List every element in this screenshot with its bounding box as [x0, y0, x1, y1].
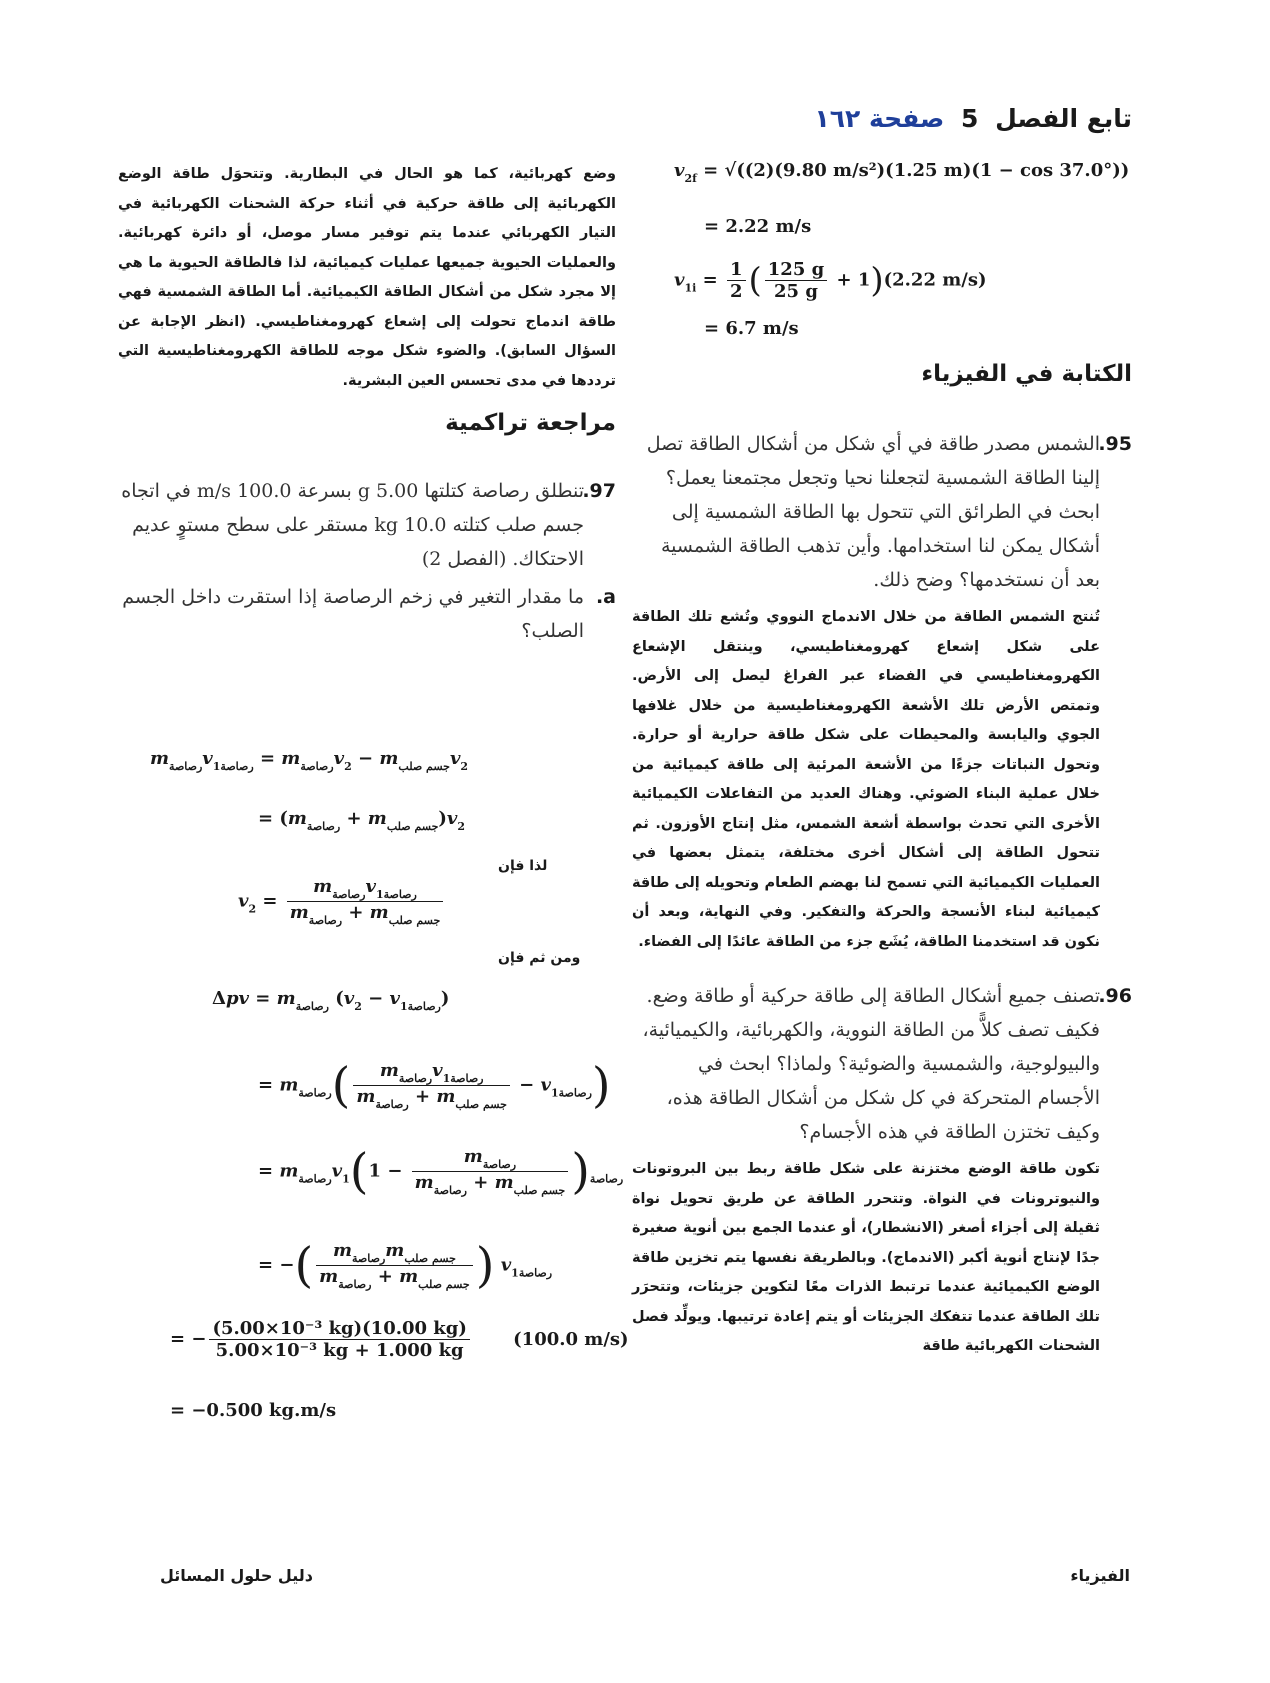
left-column — [118, 160, 616, 648]
label-therefore: لذا فإن — [498, 858, 548, 874]
question-number: 97. — [582, 480, 616, 502]
sub-question-text: ما مقدار التغير في زخم الرصاصة إذا استقرت داخل الجسم الصلب؟ — [122, 586, 584, 642]
equation-delta-p-step4: = −( $\frac{m_{رصاصة}m_{جسم صلب}}{m_{رصاصة} + m_{جسم صلب}}$ ) $v_{1رصاصة}$ — [258, 1237, 553, 1294]
section-title-writing: الكتابة في الفيزياء — [921, 361, 1132, 387]
equation-v1i: $v_{1i}$ = $\frac{1}{2}$ ( $\frac{125 g}{25 g}$ + 1)(2.22 m/s) — [674, 259, 987, 302]
sub-question-a — [118, 580, 616, 648]
equation-final-result: = −0.500 kg.m/s — [170, 1400, 337, 1421]
question-97 — [118, 474, 616, 648]
page-header — [814, 104, 1132, 133]
chapter-number: 5 — [961, 104, 979, 133]
label-hence: ومن ثم فإن — [498, 950, 581, 966]
question-number: 95. — [1098, 433, 1132, 455]
equation-delta-p: $\Delta pv = m_{رصاصة}$ $(v_2 - v_{1رصاصة})$ — [212, 988, 450, 1013]
question-96 — [632, 979, 1132, 1362]
equation-v1i-result: = 6.7 m/s — [704, 318, 799, 339]
equation-delta-p-step3: = $m_{رصاصة}v_{1 رصاصة}$( $\frac{m_{رصاصة}}{m_{رصاصة} + m_{جسم صلب}}$ − 1) — [258, 1143, 624, 1200]
sub-question-letter: a. — [595, 586, 616, 608]
equation-v2f-result: = 2.22 m/s — [704, 216, 812, 237]
page-reference: صفحة ١٦٢ — [814, 104, 945, 133]
question-text: الشمس مصدر طاقة في أي شكل من أشكال الطاقة تصل إلينا الطاقة الشمسية لتجعلنا نحيا وتجعل مجتمعنا يعمل؟ ابحث في الطرائق التي تتحول بها الطاقة الشمسية إلى أشكال يمكن لنا استخدامها. وأين تذهب الطاقة الشمسية بعد أن نستخدمها؟ وضح ذلك. — [646, 433, 1100, 591]
question-text: تنطلق رصاصة كتلتها 5.00 g بسرعة 100.0 m/s في اتجاه جسم صلب كتلته 10.0 kg مستقر على سطح مستوٍ عديم الاحتكاك. (الفصل 2) — [121, 480, 584, 570]
header-title: تابع الفصل — [995, 104, 1132, 133]
equation-v2f: $v_{2f} = √((2)(9.80$ m/s²)(1.25 m)(1 − cos 37.0°)) — [674, 160, 1130, 185]
question-text: تصنف جميع أشكال الطاقة إلى طاقة حركية أو طاقة وضع. فكيف تصف كلاًّ من الطاقة النووية، والكهربائية، والكيميائية، والبيولوجية، والشمسية والضوئية؟ ولماذا؟ ابحث في الأجسام المتحركة في كل شكل من أشكال الطاقة هذه، وكيف تختزن الطاقة في هذه الأجسام؟ — [642, 985, 1100, 1143]
answer-96-continued: وضع كهربائية، كما هو الحال في البطارية. وتتحوَل طاقة الوضع الكهربائية إلى طاقة حركية في أثناء حركة الشحنات الكهربائية في التيار الكهربائي عندما يتم توفير مسار موصل، أو دائرة كهربائية. والعمليات الحيوية جميعها عمليات كيميائية، لذا فالطاقة الحيوية ما هي إلا مجرد شكل من أشكال الطاقة الكيميائية. أما الطاقة الشمسية فهي طاقة اندماج تحولت إلى إشعاع كهرومغناطيسي. (انظر الإجابة عن السؤال السابق). والضوء شكل موجه للطاقة الكهرومغناطيسية التي ترددها في مدى تحسس العين البشرية. — [118, 166, 616, 389]
section-title-review: مراجعة تراكمية — [445, 410, 616, 436]
equation-delta-p-step2: = $m_{رصاصة}$( $\frac{m_{رصاصة}v_{1رصاصة}}{m_{رصاصة} + m_{جسم صلب}}$ − $v_{1رصاصة}$) — [258, 1057, 611, 1114]
answer-96: تكون طاقة الوضع مختزنة على شكل طاقة ربط بين البروتونات والنيوترونات في النواة. وتتحرر الطاقة عن طريق تحويل نواة ثقيلة إلى أجزاء أصغر (الانشطار)، أو عندما الجمع بين أنوية صغيرة جدًا لإنتاج أنوية أكبر (الاندماج). وبالطريقة نفسها يتم تخزين طاقة الوضع الكيميائية عندما ترتبط الذرات معًا لتكوين جزيئات، وتتحرَر تلك الطاقة عندما تتفكك الجزيئات أو يتم إعادة ترتيبها. ويولِّد فصل الشحنات الكهربائية طاقة — [632, 1161, 1100, 1354]
question-number: 96. — [1098, 985, 1132, 1007]
equation-combined-mass: = $(m_{رصاصة} + m_{جسم صلب})v_2$ — [258, 808, 466, 833]
equation-momentum-conservation: $m_{رصاصة}v_{1رصاصة} = m_{رصاصة}v_2 - m_{جسم صلب}v_2$ — [150, 748, 469, 773]
right-column — [632, 160, 1132, 1362]
answer-95: تُنتج الشمس الطاقة من خلال الاندماج النووي وتُشع تلك الطاقة على شكل إشعاع كهرومغناطيسي، وينتقل الإشعاع الكهرومغناطيسي في الفضاء عبر الفراغ ليصل إلى الأرض. وتمتص الأرض تلك الأشعة الكهرومغناطيسية من خلال غلافها الجوي واليابسة والمحيطات على شكل طاقة حرارية أو حرارة. وتحول النباتات جزءًا من الأشعة المرئية إلى طاقة كيميائية من خلال عملية البناء الضوئي. وهناك العديد من التفاعلات الكيميائية الأخرى التي تحدث بواسطة أشعة الشمس، مثل إنتاج الأوزون. ثم تتحول الطاقة إلى أشكال أخرى مختلفة، يتمثل بعضها في العمليات الكيميائية التي تسمح لنا بهضم الطعام وتحويله إلى طاقة كيميائية لبناء الأنسجة والحركة والتفكير. وفي النهاية، وبعد أن نكون قد استخدمنا الطاقة، يُشَع جزء من الطاقة عائدًا إلى الفضاء. — [632, 609, 1100, 950]
footer-left: دليل حلول المسائل — [160, 1566, 313, 1585]
equation-v2: $v_2$ = $\frac{m_{رصاصة}v_{1رصاصة}}{m_{رصاصة} + m_{جسم صلب}}$ — [238, 876, 446, 927]
footer-right: الفيزياء — [1070, 1566, 1130, 1585]
equation-numeric: = − $\frac{\text{(5.00×10⁻³ kg)(10.00 kg)}}{\text{5.00×10⁻³ kg + 1.000 kg}}$ (100.0 m/s) — [170, 1318, 629, 1361]
question-95 — [632, 427, 1132, 957]
